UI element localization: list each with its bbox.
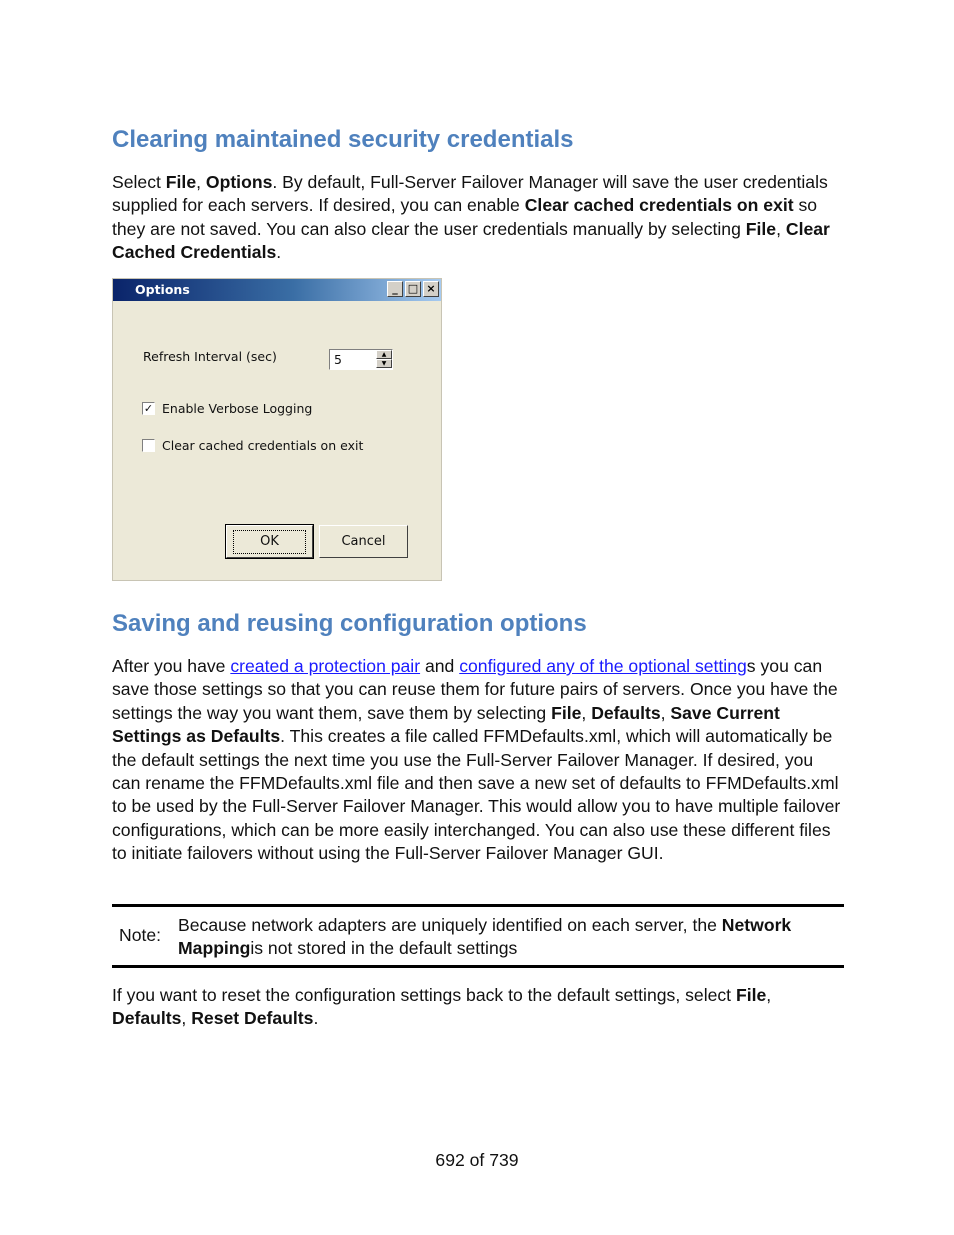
refresh-interval-value[interactable]: 5 (334, 352, 342, 367)
close-icon[interactable]: × (423, 281, 439, 297)
dialog-title: Options (135, 282, 190, 297)
bold-file: File (165, 172, 197, 192)
bold-defaults: Defaults (591, 702, 661, 723)
text-run: If you want to reset the configuration settings back to the default settings, select (112, 985, 736, 1005)
clear-credentials-checkbox[interactable] (142, 439, 155, 452)
bold-options: Options (205, 172, 273, 192)
text-run: . By default, Full-Server Failover Manager will save the user credentials supplied for each servers. If desired, you can enable (112, 172, 828, 216)
bold-defaults: Defaults (112, 1008, 182, 1029)
minimize-icon[interactable]: _ (387, 281, 403, 297)
paragraph-saving-config (112, 655, 844, 866)
cancel-button[interactable]: Cancel (319, 525, 408, 558)
page-number: 692 of 739 (435, 1150, 519, 1170)
text-run: , (181, 1008, 192, 1029)
text-run: , (196, 172, 206, 192)
text-run: Because network adapters are uniquely identified on each server, the (178, 915, 722, 935)
refresh-interval-spinner[interactable] (329, 349, 393, 370)
checkmark-icon: ✓ (143, 402, 154, 415)
text-run: . (276, 242, 282, 263)
text-run: so they are not saved. You can also clear the user credentials manually by selecting (112, 195, 818, 239)
text-run: is not stored in the default settings (250, 938, 518, 959)
options-dialog-screenshot (112, 278, 442, 581)
refresh-interval-label: Refresh Interval (sec) (143, 349, 277, 364)
bold-clear-cached-on-exit: Clear cached credentials on exit (524, 195, 794, 216)
text-run: . (313, 1008, 319, 1029)
text-run: After you have (112, 656, 231, 676)
bold-file: File (745, 218, 777, 239)
text-run: , (776, 218, 786, 239)
bold-file: File (551, 702, 582, 723)
paragraph-reset-defaults (112, 984, 844, 1031)
bold-network-mapping: Network Mapping (178, 915, 792, 959)
spin-down-icon[interactable]: ▼ (376, 359, 392, 368)
text-run: , (766, 985, 772, 1005)
bold-clear-cached-credentials: Clear Cached Credentials (112, 218, 830, 263)
note-box (112, 904, 844, 968)
ok-button-label: OK (233, 530, 306, 554)
section-heading-clearing-credentials: Clearing maintained security credentials (112, 126, 574, 153)
bold-save-current-settings: Save Current Settings as Defaults (112, 702, 780, 747)
link-configured-optional-settings[interactable]: configured any of the optional setting (459, 656, 747, 676)
note-text (178, 914, 838, 961)
text-run: and (420, 656, 460, 676)
note-label: Note: (119, 925, 162, 945)
text-run: Select (112, 172, 166, 192)
text-run: s you can save those settings so that you can reuse them for future pairs of servers. Once you have the settings the way you want them, save them by selecting (112, 656, 838, 723)
text-run: , (660, 702, 671, 723)
text-run: , (581, 702, 592, 723)
dialog-titlebar (113, 279, 441, 301)
spin-up-icon[interactable]: ▲ (376, 350, 392, 359)
verbose-logging-checkbox[interactable] (142, 402, 155, 415)
verbose-logging-label[interactable]: Enable Verbose Logging (162, 401, 313, 416)
section-heading-saving-config: Saving and reusing configuration options (112, 610, 587, 637)
paragraph-clearing-credentials (112, 171, 844, 265)
clear-credentials-label[interactable]: Clear cached credentials on exit (162, 438, 364, 453)
bold-reset-defaults: Reset Defaults (191, 1008, 314, 1029)
text-run: . This creates a file called FFMDefaults.xml, which will automatically be the default settings the next time you use the Full-Server Failover Manager. If desired, you can rename the FFMDefaults.xml file and then save a new set of defaults to FFMDefaults.xml to be used by the Full-Server Failover Manager. This would allow you to have multiple failover configurations, which can be more easily interchanged. You can also use these different files to initiate failovers without using the Full-Server Failover Manager GUI. (112, 726, 841, 864)
link-created-protection-pair[interactable]: created a protection pair (230, 656, 421, 676)
bold-file: File (735, 985, 767, 1005)
maximize-icon[interactable]: □ (405, 281, 421, 297)
ok-button[interactable] (226, 525, 313, 558)
